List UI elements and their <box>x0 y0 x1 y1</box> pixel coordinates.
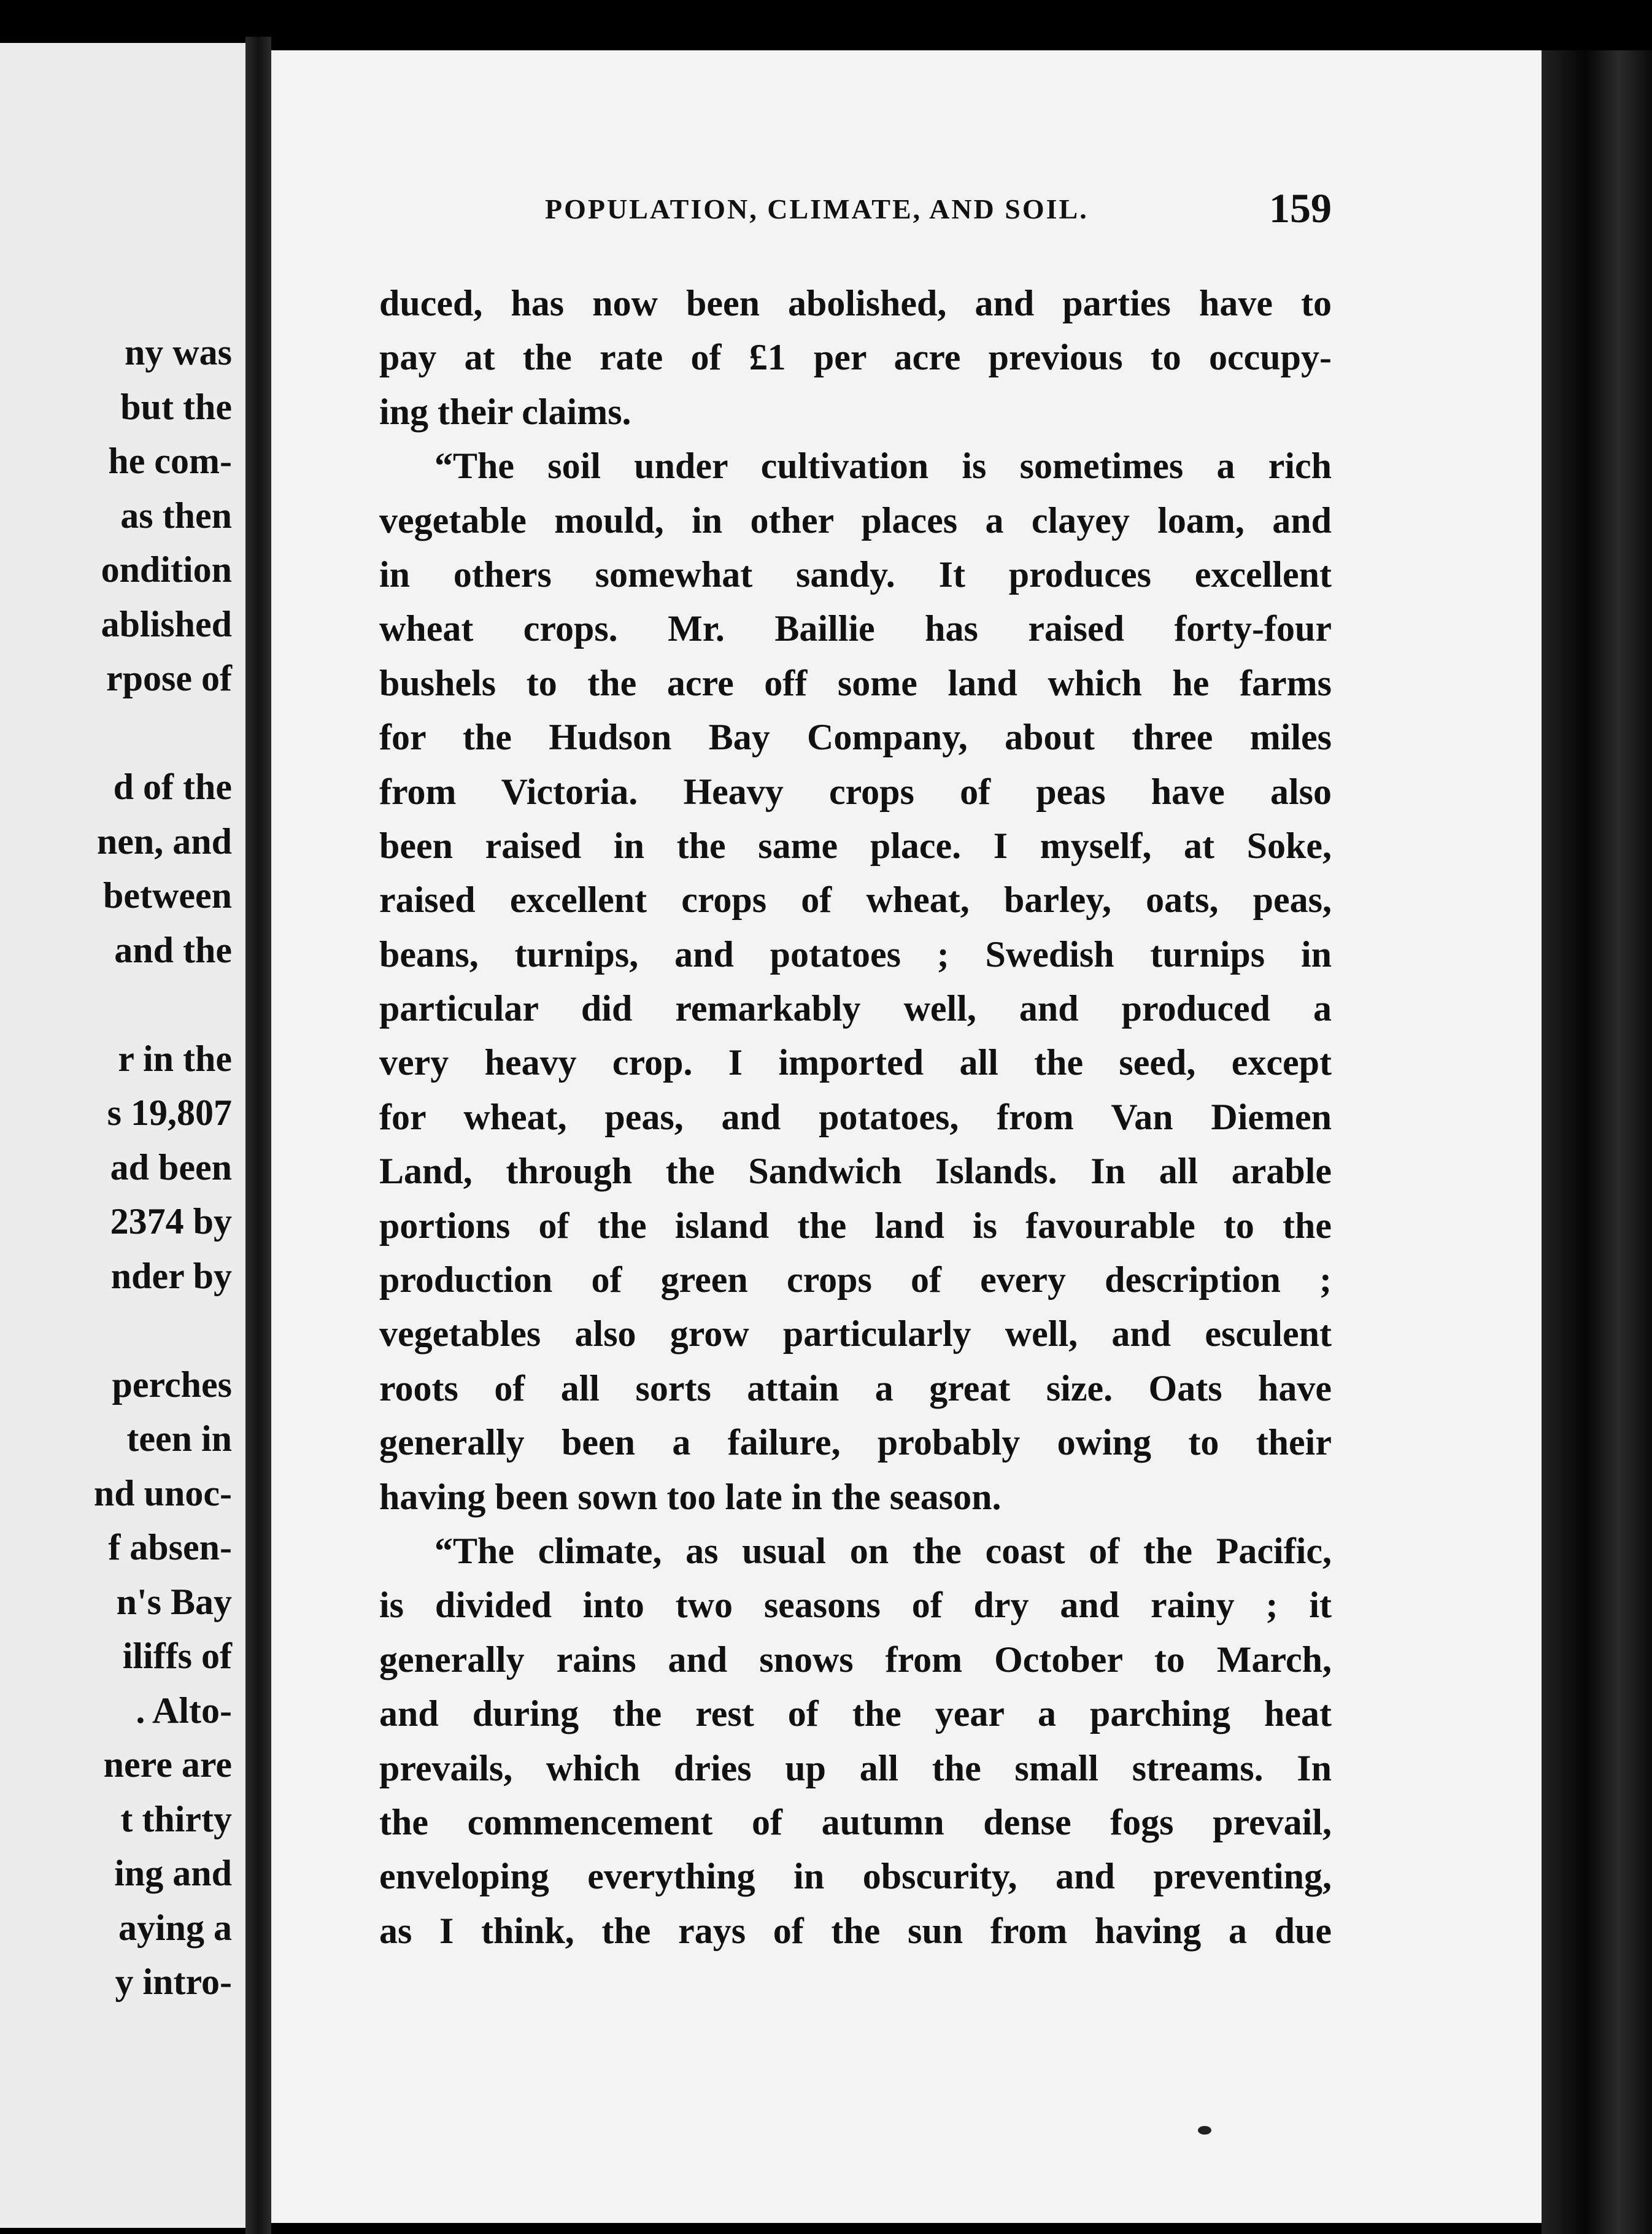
text-line: for wheat, peas, and potatoes, from Van Diemen <box>379 1096 1332 1137</box>
text-line: “The climate, as usual on the coast of the Pacific, <box>434 1530 1332 1571</box>
text-line: been raised in the same place. I myself, at Soke, <box>379 825 1332 866</box>
left-page-line: between <box>103 875 232 916</box>
text-line: bushels to the acre off some land which he farms <box>379 662 1332 703</box>
left-page-line: ing and <box>114 1853 232 1893</box>
left-page-line: nd unoc- <box>93 1472 232 1513</box>
left-page-line: aying a <box>118 1907 232 1948</box>
text-line: the commencement of autumn dense fogs prevail, <box>379 1801 1332 1842</box>
text-line: particular did remarkably well, and produced a <box>379 988 1332 1029</box>
running-header <box>379 184 1332 233</box>
text-line: prevails, which dries up all the small streams. In <box>379 1747 1332 1788</box>
left-page-line: he com- <box>108 441 232 481</box>
text-line: raised excellent crops of wheat, barley, oats, peas, <box>379 879 1332 921</box>
left-page-line: r in the <box>118 1038 232 1079</box>
left-page-line: ad been <box>110 1146 232 1188</box>
text-line: duced, has now been abolished, and parties have to <box>379 283 1332 323</box>
left-page-line: perches <box>112 1364 232 1405</box>
left-page-line: but the <box>120 386 232 427</box>
body-text <box>379 276 1332 1958</box>
running-header-title: POPULATION, CLIMATE, AND SOIL. <box>545 193 1089 225</box>
left-page-line: f absen- <box>108 1527 232 1567</box>
text-line: for the Hudson Bay Company, about three miles <box>379 717 1332 758</box>
left-page-line: y intro- <box>115 1962 232 2002</box>
left-page <box>0 43 245 2228</box>
left-page-line: rpose of <box>106 658 232 698</box>
left-page-line: nen, and <box>96 821 232 862</box>
book-gutter <box>245 37 271 2234</box>
text-line: “The soil under cultivation is sometimes a rich <box>434 446 1332 487</box>
left-page-line <box>0 706 232 760</box>
left-page-line: s 19,807 <box>107 1092 232 1133</box>
text-line: portions of the island the land is favourable to the <box>379 1205 1332 1246</box>
left-page-line: teen in <box>126 1418 232 1459</box>
left-page-text-fragment <box>0 325 232 2009</box>
left-page-line: d of the <box>113 767 232 807</box>
left-page-line: nder by <box>110 1255 232 1296</box>
left-page-line: and the <box>114 929 232 970</box>
text-line: very heavy crop. I imported all the seed, except <box>379 1042 1332 1083</box>
left-page-line <box>0 977 232 1032</box>
text-line: having been sown too late in the season. <box>379 1476 1002 1517</box>
text-line: roots of all sorts attain a great size. Oats have <box>379 1367 1332 1409</box>
left-page-line: 2374 by <box>110 1201 232 1242</box>
ink-speck <box>1198 2126 1211 2135</box>
text-line: ing their claims. <box>379 391 631 432</box>
page-edge <box>1542 50 1652 2234</box>
page-number: 159 <box>1269 185 1332 231</box>
left-page-line: ablished <box>101 603 232 644</box>
text-line: is divided into two seasons of dry and rainy ; it <box>379 1585 1332 1626</box>
text-line: beans, turnips, and potatoes ; Swedish turnips in <box>379 933 1332 975</box>
text-line: vegetable mould, in other places a clayey loam, and <box>379 500 1332 541</box>
text-line: vegetables also grow particularly well, and esculent <box>379 1313 1332 1355</box>
text-line: pay at the rate of £1 per acre previous to occupy- <box>379 337 1332 378</box>
text-line: production of green crops of every description ; <box>379 1259 1332 1301</box>
text-line: and during the rest of the year a parching heat <box>379 1693 1332 1734</box>
text-line: in others somewhat sandy. It produces excellent <box>379 554 1332 595</box>
left-page-line: t thirty <box>120 1798 232 1839</box>
left-page-line: ondition <box>101 549 232 590</box>
left-page-line: . Alto- <box>136 1690 232 1731</box>
text-line: from Victoria. Heavy crops of peas have also <box>379 771 1332 812</box>
left-page-line: as then <box>120 495 232 536</box>
left-page-line <box>0 1303 232 1358</box>
text-line: Land, through the Sandwich Islands. In all arable <box>379 1151 1332 1192</box>
left-page-line: n's Bay <box>116 1581 232 1622</box>
text-line: generally been a failure, probably owing to their <box>379 1422 1332 1463</box>
text-line: enveloping everything in obscurity, and preventing, <box>379 1856 1332 1897</box>
text-line: as I think, the rays of the sun from having a due <box>379 1910 1332 1951</box>
text-line: generally rains and snows from October to March, <box>379 1639 1332 1680</box>
left-page-line: ny was <box>124 332 232 373</box>
left-page-line: nere are <box>103 1744 232 1785</box>
text-line: wheat crops. Mr. Baillie has raised forty-four <box>379 608 1332 649</box>
left-page-line: iliffs of <box>122 1636 232 1676</box>
